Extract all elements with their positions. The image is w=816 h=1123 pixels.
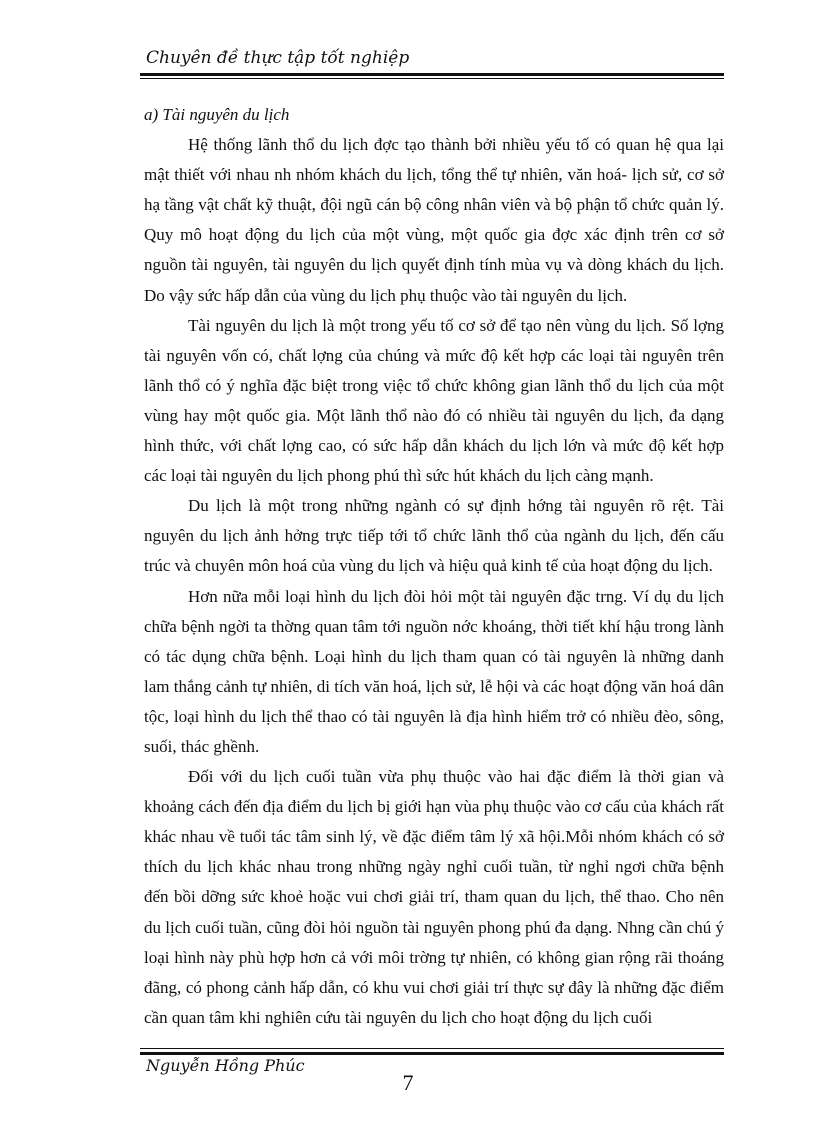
header-rule-thin [140, 78, 724, 79]
section-heading: a) Tài nguyên du lịch [144, 105, 290, 124]
paragraph: Hơn nữa mỗi loại hình du lịch đòi hỏi một tài nguyên đặc trng. Ví dụ du lịch chữa bệnh ngời ta thờng quan tâm tới nguồn nớc khoáng, thời tiết khí hậu trong lành có tác dụng chữa bệnh. Loại hình du lịch tham quan có tài nguyên là những danh lam thắng cảnh tự nhiên, di tích văn hoá, lịch sử, lễ hội và các hoạt động văn hoá dân tộc, loại hình du lịch thể thao có tài nguyên là địa hình hiểm trở có nhiều đèo, sông, suối, thác ghềnh. [144, 586, 724, 756]
header-rule-thick [140, 73, 724, 76]
footer-rule-thick [140, 1052, 724, 1055]
paragraph: Du lịch là một trong những ngành có sự định hớng tài nguyên rõ rệt. Tài nguyên du lịch ảnh hởng trực tiếp tới tổ chức lãnh thổ của ngành du lịch, đến cấu trúc và chuyên môn hoá của vùng du lịch và hiệu quả kinh tế của hoạt động du lịch. [144, 496, 724, 576]
page-number: 7 [402, 1070, 414, 1095]
paragraph: Tài nguyên du lịch là một trong yếu tố cơ sở để tạo nên vùng du lịch. Số lợng tài nguyên vốn có, chất lợng của chúng và mức độ kết hợp các loại tài nguyên trên lãnh thổ có ý nghĩa đặc biệt trong việc tổ chức không gian lãnh thổ du lịch của một vùng hay một quốc gia. Một lãnh thổ nào đó có nhiều tài nguyên du lịch, đa dạng hình thức, với chất lợng cao, có sức hấp dẫn khách du lịch lớn và mức độ kết hợp các loại tài nguyên du lịch phong phú thì sức hút khách du lịch càng mạnh. [144, 315, 724, 486]
paragraph: Đối với du lịch cuối tuần vừa phụ thuộc vào hai đặc điểm là thời gian và khoảng cách đến địa điểm du lịch bị giới hạn vùa phụ thuộc vào cơ cấu của khách rất khác nhau về tuổi tác tâm sinh lý, về đặc điểm tâm lý xã hội.Mỗi nhóm khách có sở thích du lịch khác nhau trong những ngày nghỉ cuối tuần, từ nghỉ ngơi chữa bệnh đến bồi dỡng sức khoẻ hoặc vui chơi giải trí, tham quan du lịch, thể thao. Cho nên du lịch cuối tuần, cũng đòi hỏi nguồn tài nguyên phong phú đa dạng. Nhng cần chú ý loại hình này phù hợp hơn cả với môi trờng tự nhiên, có không gian rộng rãi thoáng đãng, có phong cảnh hấp dẫn, có khu vui chơi giải trí thực sự đây là những đặc điểm cần quan tâm khi nghiên cứu tài nguyên du lịch cho hoạt động du lịch cuối [144, 767, 724, 1027]
footer-author: Nguyễn Hồng Phúc [146, 1056, 305, 1075]
page-body [144, 100, 724, 1033]
header-title: Chuyên đề thực tập tốt nghiệp [146, 48, 410, 68]
paragraph: Hệ thống lãnh thổ du lịch đợc tạo thành bởi nhiều yếu tố có quan hệ qua lại mật thiết với nhau nh nhóm khách du lịch, tổng thể tự nhiên, văn hoá- lịch sử, cơ sở hạ tầng vật chất kỹ thuật, đội ngũ cán bộ công nhân viên và bộ phận tổ chức quản lý. Quy mô hoạt động du lịch của một vùng, một quốc gia đợc xác định trên cơ sở nguồn tài nguyên, tài nguyên du lịch quyết định tính mùa vụ và dòng khách du lịch. Do vậy sức hấp dẫn của vùng du lịch phụ thuộc vào tài nguyên du lịch. [144, 135, 724, 305]
footer-rule-thin [140, 1048, 724, 1049]
